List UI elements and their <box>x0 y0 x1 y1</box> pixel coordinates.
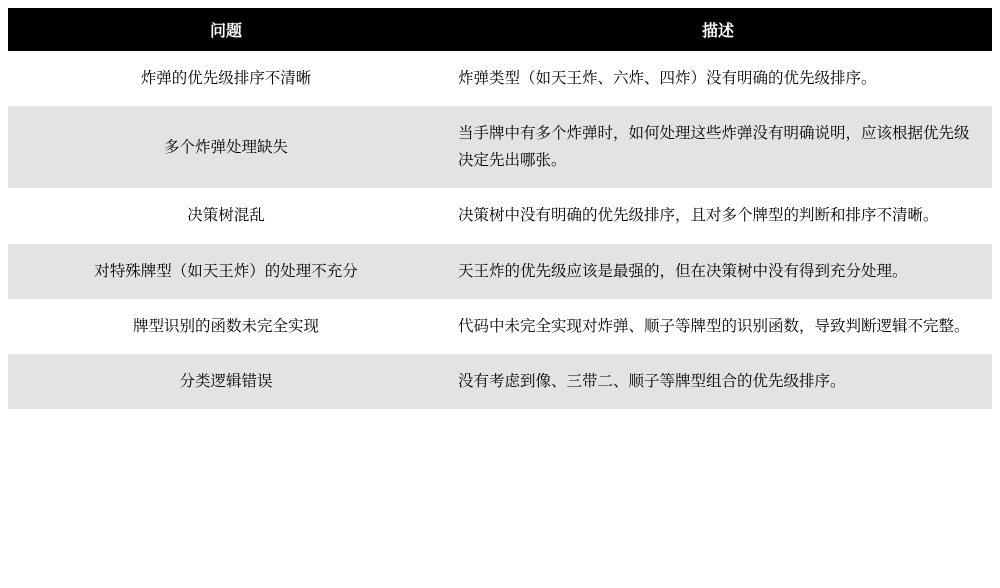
cell-description: 炸弹类型（如天王炸、六炸、四炸）没有明确的优先级排序。 <box>444 51 992 106</box>
cell-issue: 牌型识别的函数未完全实现 <box>8 299 444 354</box>
table-header <box>8 8 992 51</box>
table-row <box>8 188 992 243</box>
issues-table <box>8 8 992 409</box>
cell-description: 代码中未完全实现对炸弹、顺子等牌型的识别函数，导致判断逻辑不完整。 <box>444 299 992 354</box>
table-row <box>8 299 992 354</box>
cell-issue: 分类逻辑错误 <box>8 354 444 409</box>
table-body <box>8 51 992 409</box>
cell-description: 没有考虑到像、三带二、顺子等牌型组合的优先级排序。 <box>444 354 992 409</box>
table-row <box>8 354 992 409</box>
cell-description: 当手牌中有多个炸弹时，如何处理这些炸弹没有明确说明，应该根据优先级决定先出哪张。 <box>444 106 992 188</box>
cell-issue: 决策树混乱 <box>8 188 444 243</box>
table-row <box>8 244 992 299</box>
table-row <box>8 51 992 106</box>
column-header-issue: 问题 <box>8 8 444 51</box>
cell-issue: 炸弹的优先级排序不清晰 <box>8 51 444 106</box>
table-header-row <box>8 8 992 51</box>
cell-description: 决策树中没有明确的优先级排序，且对多个牌型的判断和排序不清晰。 <box>444 188 992 243</box>
cell-issue: 多个炸弹处理缺失 <box>8 106 444 188</box>
cell-issue: 对特殊牌型（如天王炸）的处理不充分 <box>8 244 444 299</box>
column-header-description: 描述 <box>444 8 992 51</box>
table-row <box>8 106 992 188</box>
cell-description: 天王炸的优先级应该是最强的，但在决策树中没有得到充分处理。 <box>444 244 992 299</box>
